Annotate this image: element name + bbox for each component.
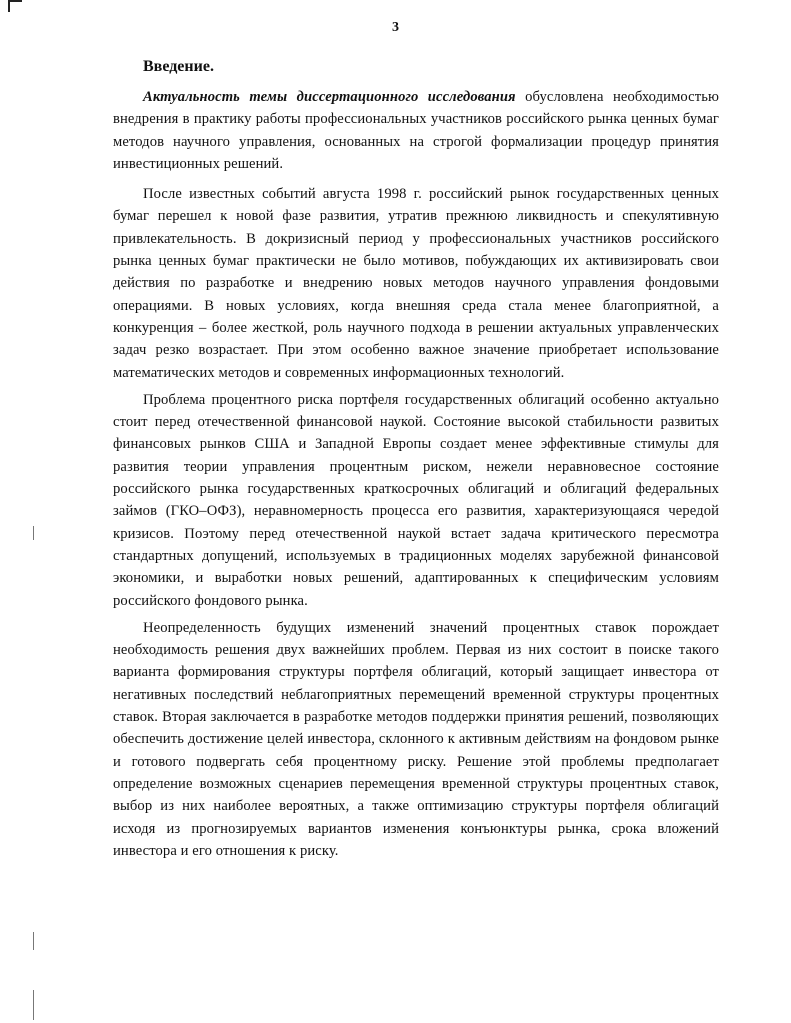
- paragraph: После известных событий августа 1998 г. российский рынок государственных ценных бумаг перешел к новой фазе развития, утратив прежнюю ликвидность и спекулятивную привлекательность. В докризисный период у профессиональных участников российского рынка ценных бумаг практически не было мотивов, побуждающих их активизировать свои действия по разработке и внедрению новых методов научного управления фондовыми операциями. В новых условиях, когда внешняя среда стала менее благоприятной, а конкуренция – более жесткой, роль научного подхода в решении актуальных управленческих задач резко возрастает. При этом особенно важное значение приобретает использование математических методов и современных информационных технологий.: [113, 186, 719, 381]
- paragraph: Неопределенность будущих изменений значений процентных ставок порождает необходимость решения двух важнейших проблем. Первая из них состоит в поиске такого варианта формирования структуры портфеля облигаций, который защищает инвестора от негативных последствий неблагоприятных перемещений временной структуры процентных ставок. Вторая заключается в разработке методов поддержки принятия решений, позволяющих обеспечить достижение целей инвестора, склонного к активным действиям на фондовом рынке и готового подвергать себя процентному риску. Решение этой проблемы предполагает определение возможных сценариев перемещения временной структуры процентных ставок, выбор из них наиболее вероятных, а также оптимизацию структуры портфеля облигаций исходя из прогнозируемых вариантов изменения конъюнктуры рынка, срока вложений инвестора и его отношения к риску.: [113, 619, 719, 859]
- paragraph-emphasis: Актуальность темы диссертационного исследования: [143, 89, 516, 105]
- document-body: [113, 56, 719, 867]
- section-heading: Введение.: [143, 58, 214, 75]
- paragraph: Проблема процентного риска портфеля государственных облигаций особенно актуально стоит перед отечественной финансовой наукой. Состояние высокой стабильности развитых финансовых рынков США и Западной Европы создает менее эффективные стимулы для развития теории управления процентным риском, нежели неравновесное состояние российского рынка государственных краткосрочных облигаций и облигаций федеральных займов (ГКО–ОФЗ), неравномерность процесса его развития, характеризующаяся чередой кризисов. Поэтому перед отечественной наукой встает задача критического пересмотра стандартных допущений, используемых в традиционных моделях зарубежной финансовой экономики, и выработки новых решений, адаптированных к специфическим условиям российского фондового рынка.: [113, 391, 719, 609]
- scan-artifact: [33, 932, 34, 950]
- paragraph-text: обусловлена необходимостью внедрения в практику работы профессиональных участников российского рынка ценных бумаг методов научного управления, основанных на строгой формализации процедур принятия инвестиционных решений.: [113, 89, 719, 172]
- page-number: 3: [392, 20, 399, 35]
- scan-border-mark-top: [8, 0, 22, 2]
- scan-artifact: [33, 990, 34, 1020]
- paragraph-relevance: [113, 86, 719, 175]
- scan-artifact: [33, 526, 34, 540]
